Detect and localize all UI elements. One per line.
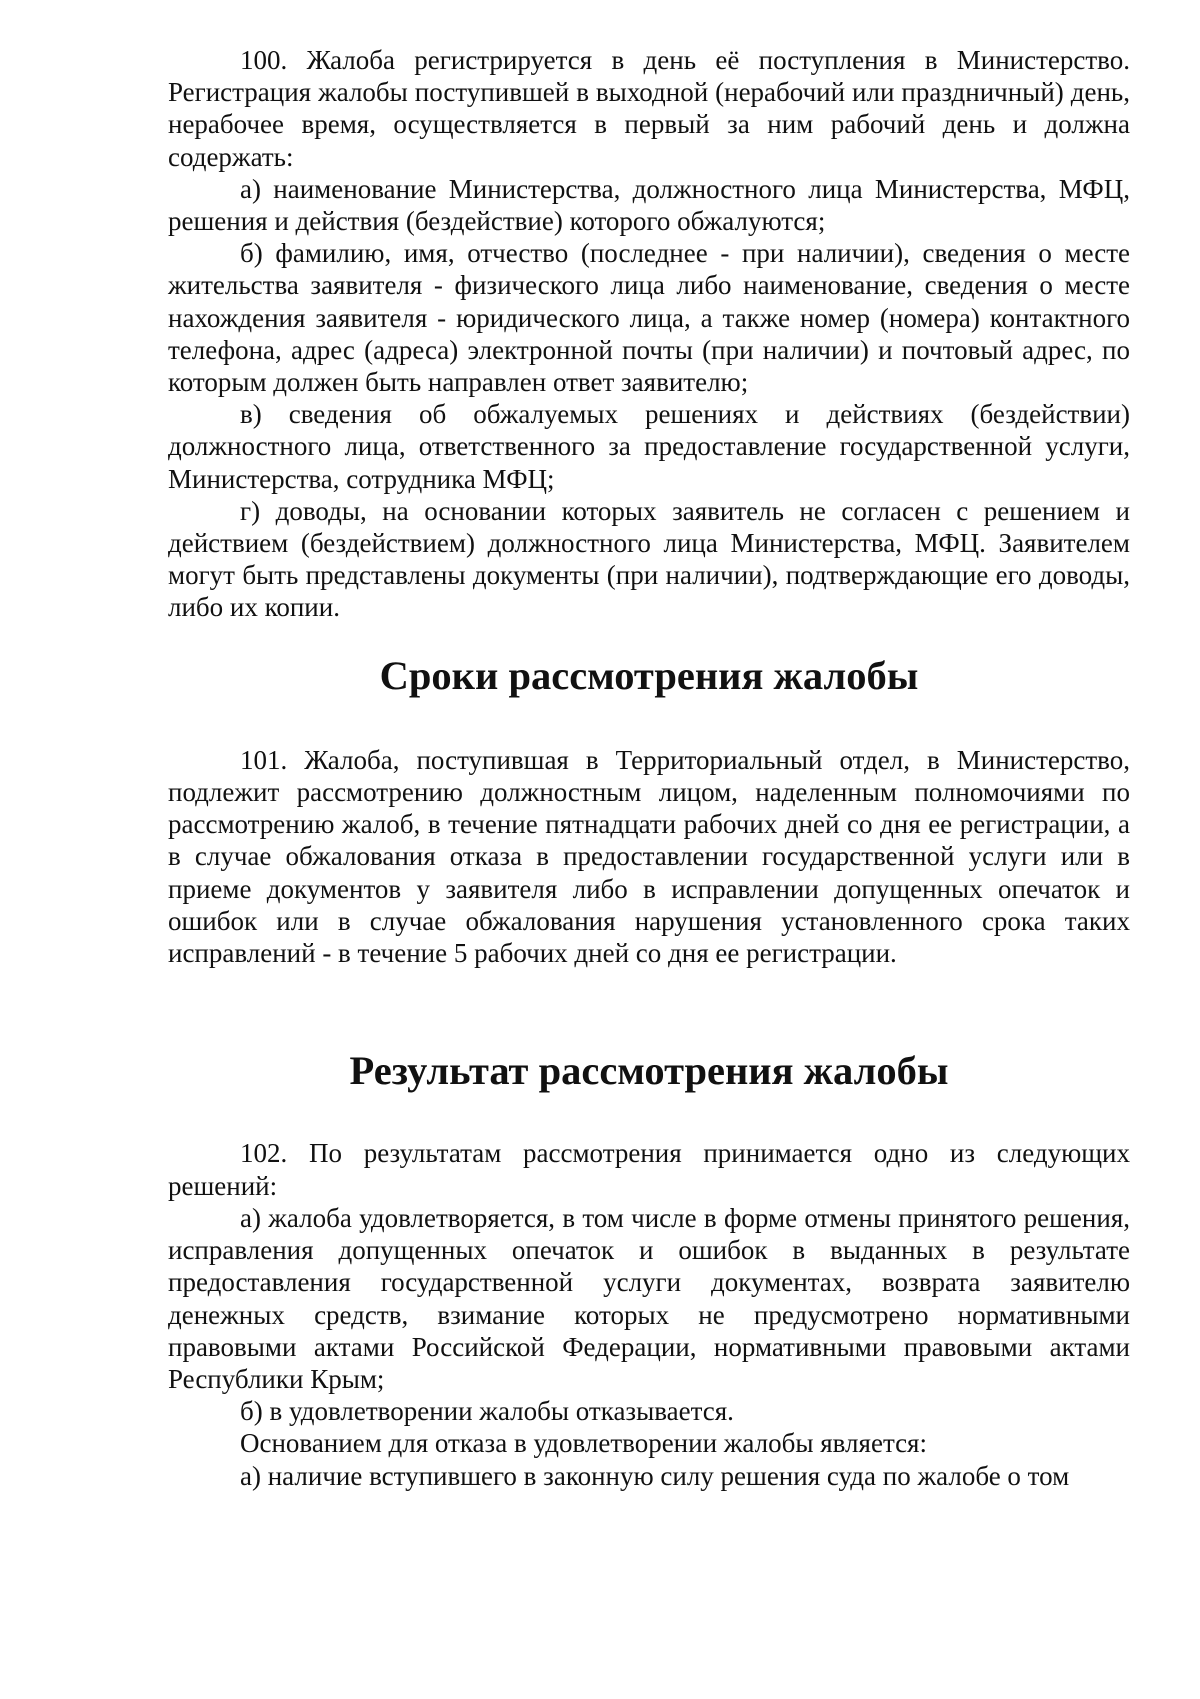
paragraph-101: 101. Жалоба, поступившая в Территориальный отдел, в Министерство, подлежит рассмотрению должностным лицом, наделенным полномочиями по рассмотрению жалоб, в течение пятнадцати рабочих дней со дня ее регистрации, а в случае обжалования отказа в предоставлении государственной услуги или в приеме документов у заявителя либо в исправлении допущенных опечаток и ошибок или в случае обжалования нарушения установленного срока таких исправлений - в течение 5 рабочих дней со дня ее регистрации. (168, 744, 1130, 969)
paragraph-100-item-g: г) доводы, на основании которых заявитель не согласен с решением и действием (бездействием) должностного лица Министерства, МФЦ. Заявителем могут быть представлены документы (при наличии), подтверждающие его доводы, либо их копии. (168, 495, 1130, 623)
paragraph-102-intro: 102. По результатам рассмотрения принимается одно из следующих решений: (168, 1138, 1130, 1201)
paragraph-refusal-item-a: а) наличие вступившего в законную силу решения суда по жалобе о том (240, 1460, 1070, 1491)
paragraph-100-item-b: б) фамилию, имя, отчество (последнее - при наличии), сведения о месте жительства заявителя - физического лица либо наименование, сведения о месте нахождения заявителя - юридического лица, а также номер (номера) контактного телефона, адрес (адреса) электронной почты (при наличии) и почтовый адрес, по которым должен быть направлен ответ заявителю; (168, 238, 1130, 398)
document-page (168, 44, 1130, 1492)
paragraph-refusal-basis: Основанием для отказа в удовлетворении жалобы является: (240, 1428, 927, 1459)
paragraph-100-intro: 100. Жалоба регистрируется в день её поступления в Министерство. Регистрация жалобы поступившей в выходной (нерабочий или праздничный) день, нерабочее время, осуществляется в первый за ним рабочий день и должна содержать: (168, 45, 1130, 172)
paragraph-102-item-a: а) жалоба удовлетворяется, в том числе в форме отмены принятого решения, исправления допущенных опечаток и ошибок в выданных в результате предоставления государственной услуги документах, возврата заявителю денежных средств, взимание которых не предусмотрено нормативными правовыми актами Российской Федерации, нормативными правовыми актами Республики Крым; (168, 1202, 1130, 1394)
spacer (168, 692, 1130, 744)
paragraph-100-item-v: в) сведения об обжалуемых решениях и действиях (бездействии) должностного лица, ответственного за предоставление государственной услуги, Министерства, сотрудника МФЦ; (168, 399, 1130, 494)
spacer (168, 969, 1130, 1055)
heading-review-terms: Сроки рассмотрения жалобы (379, 652, 919, 698)
paragraph-100-item-a: а) наименование Министерства, должностного лица Министерства, МФЦ, решения и действия (бездействие) которого обжалуются; (168, 173, 1130, 237)
spacer (168, 1087, 1130, 1137)
heading-review-result: Результат рассмотрения жалобы (349, 1048, 949, 1094)
paragraph-102-item-b: б) в удовлетворении жалобы отказывается. (240, 1396, 734, 1427)
